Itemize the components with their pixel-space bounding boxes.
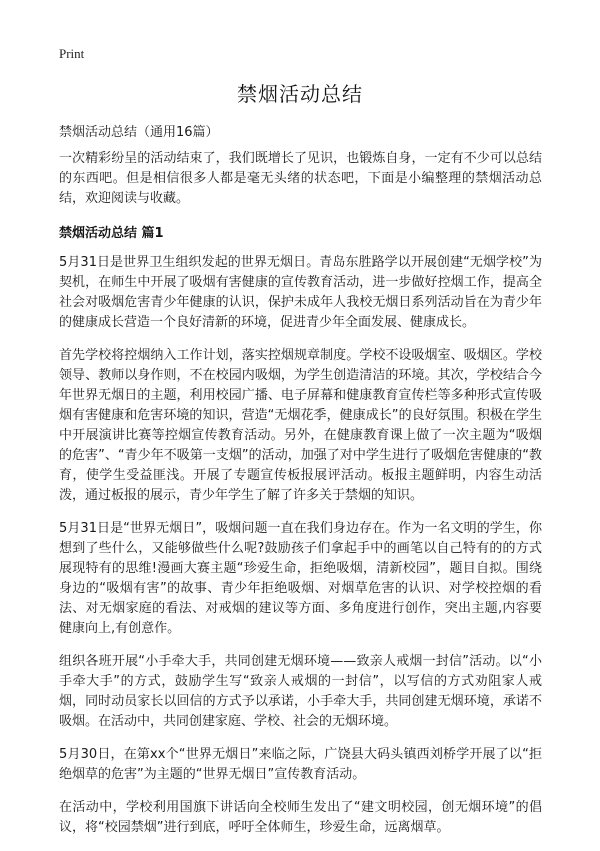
body-paragraph-2: 首先学校将控烟纳入工作计划，落实控烟规章制度。学校不设吸烟室、吸烟区。学校领导、教师以身作则，不在校园内吸烟，为学生创造清洁的环境。其次，学校结合今年世界无烟日的主题，利用校园广播、电子屏幕和健康教育宣传栏等多种形式宣传吸烟有害健康和危害环境的知识，营造“无烟花季，健康成长”的良好氛围。积极在学生中开展演讲比赛等控烟宣传教育活动。另外，在健康教育课上做了一次主题为“吸烟的危害”、“青少年不吸第一支烟”的活动，加强了对中学生进行了吸烟危害健康的“教育，使学生受益匪浅。开展了专题宣传板报展评活动。板报主题鲜明，内容生动活泼，通过板报的展示，青少年学生了解了许多关于禁烟的知识。 xyxy=(59,348,542,503)
print-label: Print xyxy=(59,46,85,61)
intro-paragraph: 一次精彩纷呈的活动结束了，我们既增长了见识，也锻炼自身，一定有不少可以总结的东西吧。但是相信很多人都是毫无头绪的状态吧，下面是小编整理的禁烟活动总结，欢迎阅读与收藏。 xyxy=(59,151,542,206)
document-title: 禁烟活动总结 xyxy=(237,82,363,106)
body-paragraph-5: 5月30日，在第xx个“世界无烟日”来临之际，广饶县大码头镇西刘桥学开展了以“拒绝烟草的危害”为主题的“世界无烟日”宣传教育活动。 xyxy=(59,747,542,782)
section-heading: 禁烟活动总结 篇1 xyxy=(59,226,164,241)
body-paragraph-3: 5月31日是“世界无烟日”，吸烟问题一直在我们身边存在。作为一名文明的学生，你想到了些什么，又能够做些什么呢?鼓励孩子们拿起手中的画笔以自己特有的的方式展现特有的思维!漫画大赛主题“珍爱生命，拒绝吸烟，清新校园”，题目自拟。围绕身边的“吸烟有害”的故事、青少年拒绝吸烟、对烟草危害的认识、对学校控烟的看法、对无烟家庭的看法、对戒烟的建议等方面、多角度进行创作，突出主题,内容要健康向上,有创意作。 xyxy=(59,521,542,636)
body-paragraph-1: 5月31日是世界卫生组织发起的世界无烟日。青岛东胜路学以开展创建“无烟学校”为契机，在师生中开展了吸烟有害健康的宣传教育活动，进一步做好控烟工作，提高全社会对吸烟危害青少年健康的认识，保护未成年人我校无烟日系列活动旨在为青少年的健康成长营造一个良好清新的环境，促进青少年全面发展、健康成长。 xyxy=(59,255,542,330)
document-content xyxy=(59,149,542,851)
body-paragraph-4: 组织各班开展“小手牵大手，共同创建无烟环境——致亲人戒烟一封信”活动。以“小手牵大手”的方式，鼓励学生写“致亲人戒烟的一封信”，以写信的方式劝阻家人戒烟，同时动员家长以回信的方式予以承诺，小手牵大手，共同创建无烟环境，承诺不吸烟。在活动中，共同创建家庭、学校、社会的无烟环境。 xyxy=(59,654,542,729)
document-subtitle: 禁烟活动总结（通用16篇） xyxy=(59,125,219,140)
body-paragraph-6: 在活动中，学校利用国旗下讲话向全校师生发出了“建文明校园，创无烟环境”的倡议，将“校园禁烟”进行到底，呼吁全体师生，珍爱生命，远离烟草。 xyxy=(59,800,542,835)
